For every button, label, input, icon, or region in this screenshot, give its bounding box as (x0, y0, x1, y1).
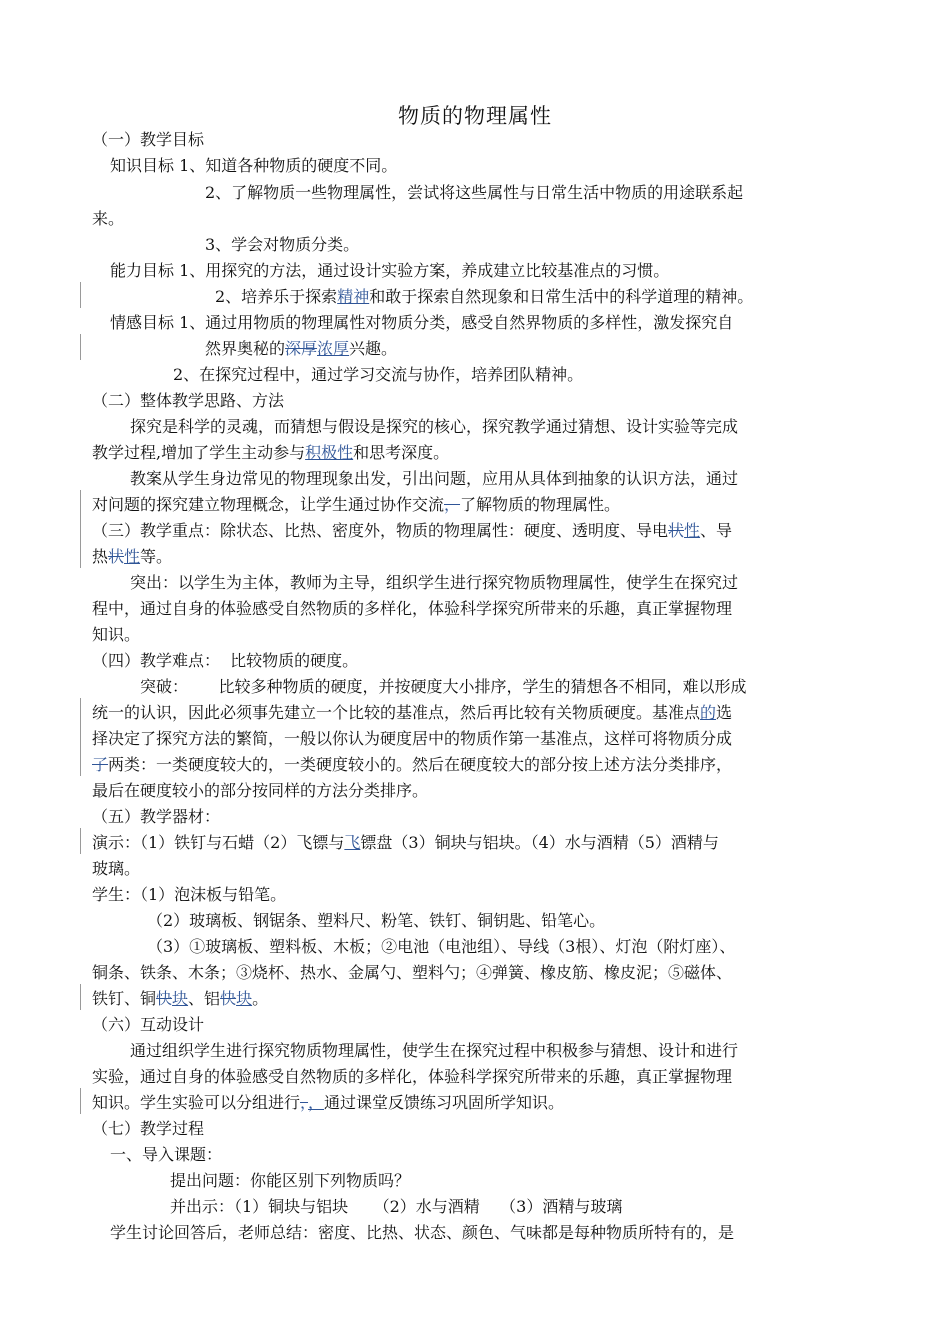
revision-delete: ， (300, 1093, 309, 1112)
text-line (92, 649, 358, 673)
text-segment: 统一的认识，因此必须事先建立一个比较的基准点，然后再比较有关物质硬度。基准点 (92, 703, 701, 722)
revision-delete: 了 (92, 755, 109, 774)
revision-insert: 精神 (337, 287, 370, 306)
text-segment: 和敢于探索自然现象和日常生活中的科学道理的精神。 (369, 287, 754, 306)
revision-delete: 快 (156, 989, 173, 1008)
document-title: 物质的物理属性 (398, 104, 552, 128)
text-line (92, 441, 449, 465)
text-segment: 突破： 比较多种物质的硬度，并按硬度大小排序，学生的猜想各不相同，难以形成 (140, 677, 747, 696)
text-segment: 探究是科学的灵魂，而猜想与假设是探究的核心，探究教学通过猜想、设计实验等完成 (130, 417, 739, 436)
text-segment: （六）互动设计 (92, 1015, 205, 1034)
text-segment: 了解物质的物理属性。 (460, 495, 621, 514)
text-segment: 知识。 (92, 625, 141, 644)
text-line (92, 545, 172, 569)
change-bar (80, 490, 81, 516)
text-line (92, 961, 732, 985)
text-segment: 教案从学生身边常见的物理现象出发，引出问题，应用从具体到抽象的认识方法，通过 (130, 469, 739, 488)
text-segment: 、铝 (188, 989, 221, 1008)
text-segment: 玻璃。 (92, 859, 141, 878)
text-line (92, 1091, 564, 1115)
text-segment: 2、在探究过程中，通过学习交流与协作，培养团队精神。 (173, 365, 584, 384)
text-line (92, 1013, 204, 1037)
text-segment: 。 (252, 989, 269, 1008)
text-line (92, 1065, 732, 1089)
text-line (205, 233, 359, 257)
revision-insert: 的 (700, 703, 717, 722)
text-line (110, 259, 669, 283)
text-segment: 程中，通过自身的体验感受自然物质的多样化，体验科学探究所带来的乐趣，真正掌握物理 (92, 599, 733, 618)
text-segment: （二）整体教学思路、方法 (92, 391, 285, 410)
text-segment: 兴趣。 (349, 339, 398, 358)
revision-insert: 积极性 (305, 443, 354, 462)
text-line (92, 597, 732, 621)
text-segment: （四）教学难点： 比较物质的硬度。 (92, 651, 359, 670)
text-line (92, 987, 268, 1011)
text-line (130, 571, 738, 595)
text-segment: （五）教学器材： (92, 807, 221, 826)
text-line (110, 1221, 734, 1245)
text-line (110, 311, 733, 335)
text-segment: 通过课堂反馈练习巩固所学知识。 (324, 1093, 565, 1112)
text-line (92, 779, 428, 803)
text-segment: 来。 (92, 209, 125, 228)
text-line (92, 883, 286, 907)
text-line (92, 519, 732, 543)
revision-delete: 快 (220, 989, 237, 1008)
text-line (110, 1143, 222, 1167)
text-line (205, 337, 397, 361)
revision-insert: 块 (236, 989, 253, 1008)
text-line (92, 727, 732, 751)
text-line (110, 154, 397, 178)
text-segment: 铁钉、铜 (92, 989, 157, 1008)
revision-delete: 状 (668, 521, 685, 540)
text-segment: 突出：以学生为主体，教师为主导，组织学生进行探究物质物理属性，使学生在探究过 (130, 573, 739, 592)
change-bar (80, 334, 81, 360)
text-segment: 选 (716, 703, 733, 722)
revision-insert: 性 (124, 547, 141, 566)
text-segment: 最后在硬度较小的部分按同样的方法分类排序。 (92, 781, 429, 800)
text-line (92, 128, 204, 152)
revision-insert: 浓厚 (317, 339, 350, 358)
text-line (92, 1117, 204, 1141)
text-segment: 能力目标 1、用探究的方法，通过设计实验方案，养成建立比较基准点的习惯。 (110, 261, 670, 280)
text-segment: 2、了解物质一些物理属性，尝试将这些属性与日常生活中物质的用途联系起 (205, 183, 744, 202)
text-line (170, 1169, 410, 1193)
change-bar (80, 282, 81, 308)
text-segment: 2、培养乐于探索 (215, 287, 338, 306)
text-line (92, 623, 140, 647)
revision-insert: ， (308, 1093, 325, 1112)
change-bar (80, 1088, 81, 1114)
text-segment: 对问题的探究建立物理概念，让学生通过协作交流 (92, 495, 445, 514)
text-line (92, 831, 719, 855)
text-line (147, 909, 605, 933)
text-segment: 实验，通过自身的体验感受自然物质的多样化，体验科学探究所带来的乐趣，真正掌握物理 (92, 1067, 733, 1086)
text-line (130, 415, 738, 439)
text-line (140, 675, 747, 699)
text-segment: 一、导入课题： (110, 1145, 223, 1164)
text-segment: 然界奥秘的 (205, 339, 286, 358)
text-segment: 3、学会对物质分类。 (205, 235, 360, 254)
revision-delete: ， (444, 495, 461, 514)
text-line (92, 207, 124, 231)
text-segment: 两类：一类硬度较大的，一类硬度较小的。然后在硬度较大的部分按上述方法分类排序， (108, 755, 733, 774)
text-segment: 提出问题：你能区别下列物质吗？ (170, 1171, 411, 1190)
text-line (92, 701, 732, 725)
text-segment: 教学过程,增加了学生主动参与 (92, 443, 306, 462)
text-line (92, 753, 732, 777)
change-bar (80, 698, 81, 776)
revision-delete: 状 (108, 547, 125, 566)
text-line (173, 363, 583, 387)
text-segment: 知识目标 1、知道各种物质的硬度不同。 (110, 156, 398, 175)
text-line (92, 493, 620, 517)
revision-delete: 深厚 (285, 339, 318, 358)
text-line (215, 285, 753, 309)
text-line (147, 935, 735, 959)
text-segment: 镖盘（3）铜块与铝块。（4）水与酒精（5）酒精与 (360, 833, 719, 852)
text-segment: 知识。学生实验可以分组进行 (92, 1093, 301, 1112)
text-line (170, 1195, 622, 1219)
text-line (130, 1039, 738, 1063)
revision-insert: 性 (684, 521, 701, 540)
text-segment: 择决定了探究方法的繁简，一般以你认为硬度居中的物质作第一基准点，这样可将物质分成 (92, 729, 733, 748)
text-segment: （3）①玻璃板、塑料板、木板；②电池（电池组）、导线（3根）、灯泡（附灯座）、 (147, 937, 736, 956)
text-line (92, 857, 140, 881)
text-segment: 学生：（1）泡沫板与铅笔。 (92, 885, 287, 904)
text-segment: 情感目标 1、通过用物质的物理属性对物质分类，感受自然界物质的多样性，激发探究自 (110, 313, 734, 332)
revision-insert: 块 (172, 989, 189, 1008)
text-segment: 铜条、铁条、木条；③烧杯、热水、金属勺、塑料勺；④弹簧、橡皮筋、橡皮泥；⑤磁体、 (92, 963, 733, 982)
text-segment: 和思考深度。 (353, 443, 450, 462)
change-bar (80, 828, 81, 854)
revision-insert: 飞 (344, 833, 361, 852)
text-line (92, 805, 220, 829)
text-segment: （2）玻璃板、钢锯条、塑料尺、粉笔、铁钉、铜钥匙、铅笔心。 (147, 911, 606, 930)
text-segment: （一）教学目标 (92, 130, 205, 149)
text-segment: 等。 (140, 547, 173, 566)
text-segment: 、导 (700, 521, 733, 540)
text-segment: （七）教学过程 (92, 1119, 205, 1138)
text-segment: 学生讨论回答后，老师总结：密度、比热、状态、颜色、气味都是每种物质所特有的，是 (110, 1223, 735, 1242)
change-bar (80, 984, 81, 1010)
text-line (92, 389, 284, 413)
text-segment: 并出示：（1）铜块与铝块 （2）水与酒精 （3）酒精与玻璃 (170, 1197, 623, 1216)
text-line (205, 181, 743, 205)
text-segment: 演示：（1）铁钉与石蜡（2）飞镖与 (92, 833, 345, 852)
text-segment: （三）教学重点：除状态、比热、密度外，物质的物理属性：硬度、透明度、导电 (92, 521, 669, 540)
text-segment: 通过组织学生进行探究物质物理属性，使学生在探究过程中积极参与猜想、设计和进行 (130, 1041, 739, 1060)
text-segment: 热 (92, 547, 109, 566)
change-bar (80, 516, 81, 568)
text-line (130, 467, 738, 491)
